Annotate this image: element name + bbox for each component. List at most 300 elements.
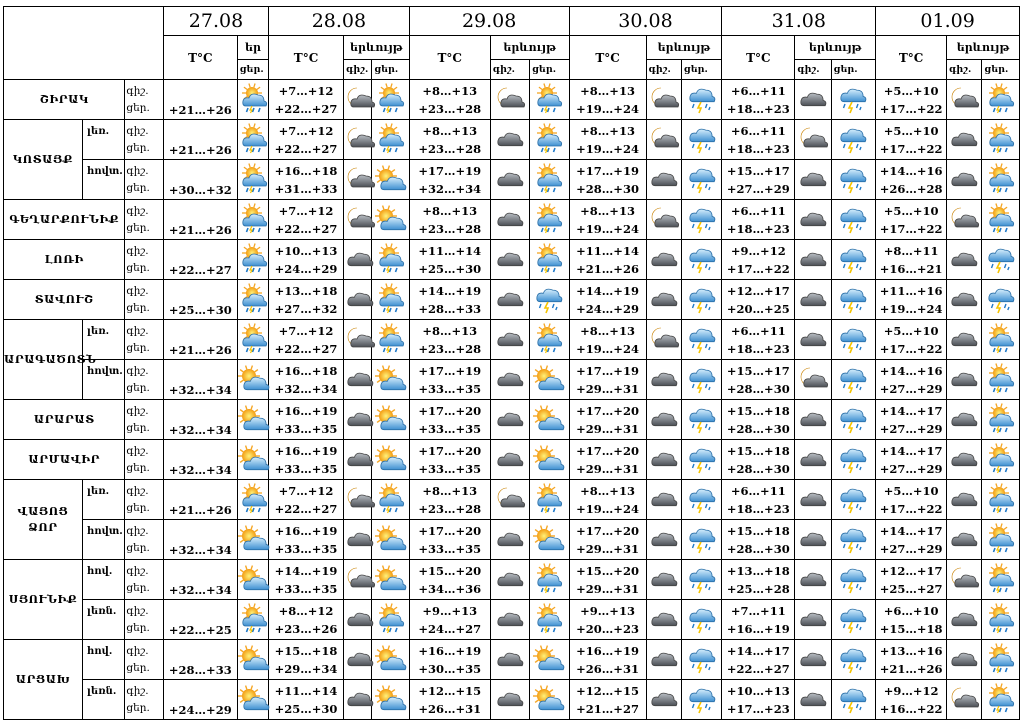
temperature-cell (409, 360, 490, 400)
sun-cloud-icon (372, 400, 409, 440)
day-temperature: +18…+23 (726, 501, 790, 516)
cloud-storm-icon (681, 400, 721, 440)
night-temperature: +14…+17 (879, 523, 943, 538)
night-temperature: +8…+13 (580, 203, 635, 218)
day-temperature: +21…+26 (879, 661, 943, 676)
day-temperature: +32…+34 (274, 381, 338, 396)
region-row (4, 640, 1020, 680)
night-temperature: +15…+20 (576, 563, 639, 578)
day-label: ցեր. (126, 621, 150, 634)
period-cell (125, 560, 163, 600)
temperature-cell (409, 560, 490, 600)
sun-cloud-icon (530, 640, 569, 680)
sun-cloud-rain-icon (982, 320, 1020, 360)
sun-cloud-rain-icon (237, 120, 268, 160)
sun-cloud-rain-icon (530, 560, 569, 600)
period-cell (125, 80, 163, 120)
night-temperature: +8…+13 (422, 83, 478, 98)
day-temperature: +33…+35 (274, 461, 338, 476)
region-row (4, 400, 1020, 440)
night-temperature: +8…+12 (278, 603, 334, 618)
temperature-cell (409, 320, 490, 360)
temperature-cell (269, 520, 344, 560)
night-temperature: +17…+20 (576, 443, 639, 458)
night-temperature: +14…+17 (879, 443, 943, 458)
cloud-icon (490, 120, 529, 160)
night-temperature: +11…+14 (274, 683, 338, 698)
night-temperature: +7…+12 (278, 203, 334, 218)
sun-cloud-icon (372, 680, 409, 720)
cloud-icon (947, 480, 982, 520)
day-temperature: +25…+30 (418, 261, 482, 276)
cloud-icon (343, 680, 371, 720)
temperature-day1: +21…+26 (163, 320, 237, 360)
night-temperature: +13…+18 (726, 563, 790, 578)
day-label: ցեր. (126, 461, 150, 474)
day-temperature: +22…+27 (274, 101, 338, 116)
cloud-storm-icon (831, 160, 876, 200)
temperature-cell (876, 240, 947, 280)
cloud-icon (646, 680, 681, 720)
night-label: գիշ. (126, 684, 149, 697)
night-temperature: +10…+13 (726, 683, 790, 698)
night-temperature: +9…+12 (883, 683, 939, 698)
cloud-icon (343, 400, 371, 440)
day-label: ցեր. (126, 581, 150, 594)
sun-cloud-icon (237, 560, 268, 600)
date-header: 29.08 (409, 7, 569, 36)
cloud-storm-icon (681, 240, 721, 280)
period-cell (125, 400, 163, 440)
night-label: գիշ. (126, 404, 149, 417)
day-label: ցեր. (126, 301, 150, 314)
night-temperature: +8…+13 (580, 483, 635, 498)
cloud-icon (947, 280, 982, 320)
cloud-icon (795, 80, 831, 120)
subregion-name: լեռն. (82, 600, 125, 640)
day-temperature: +22…+27 (274, 221, 338, 236)
temperature-cell (269, 600, 344, 640)
cloud-icon (490, 440, 529, 480)
day-temperature: +23…+28 (418, 341, 482, 356)
subregion-name: լեռ. (82, 120, 125, 160)
day-temperature: +28…+30 (726, 421, 790, 436)
cloud-icon (795, 680, 831, 720)
period-cell (125, 480, 163, 520)
cloud-storm-icon (681, 200, 721, 240)
sun-cloud-rain-icon (372, 240, 409, 280)
night-temperature: +8…+13 (580, 323, 635, 338)
night-temperature: +6…+10 (883, 603, 939, 618)
night-temperature: +17…+20 (418, 443, 482, 458)
day-temperature: +29…+31 (576, 461, 639, 476)
night-temperature: +13…+16 (879, 643, 943, 658)
sun-cloud-rain-icon (237, 320, 268, 360)
cloud-icon (947, 160, 982, 200)
day-temperature: +21…+27 (576, 701, 639, 716)
sun-cloud-rain-icon (372, 80, 409, 120)
cloud-icon (490, 520, 529, 560)
sun-cloud-icon (237, 520, 268, 560)
cloud-icon (795, 280, 831, 320)
temperature-day1: +30…+32 (163, 160, 237, 200)
cloud-storm-icon (831, 80, 876, 120)
sun-cloud-rain-icon (237, 160, 268, 200)
temperature-cell (569, 440, 646, 480)
moon-cloud-icon (343, 160, 371, 200)
night-temperature: +9…+13 (422, 603, 478, 618)
day-temperature: +20…+25 (726, 301, 790, 316)
region-row (4, 360, 1020, 400)
night-label: գիշ. (126, 204, 149, 217)
night-temperature: +17…+20 (576, 523, 639, 538)
moon-cloud-icon (947, 80, 982, 120)
sun-cloud-rain-icon (982, 640, 1020, 680)
night-temperature: +7…+12 (278, 323, 334, 338)
phenomenon-header: երևույթ (490, 36, 569, 60)
night-temperature: +15…+17 (726, 363, 790, 378)
night-temperature: +17…+20 (576, 403, 639, 418)
night-temperature: +14…+17 (879, 403, 943, 418)
temp-header: T°C (409, 36, 490, 80)
cloud-icon (795, 240, 831, 280)
night-temperature: +17…+19 (576, 363, 639, 378)
day-temperature: +25…+28 (726, 581, 790, 596)
sun-cloud-rain-icon (237, 480, 268, 520)
temperature-cell (722, 80, 795, 120)
temperature-cell (409, 400, 490, 440)
sun-cloud-rain-icon (982, 360, 1020, 400)
cloud-icon (646, 240, 681, 280)
subregion-name: լեռ. (82, 480, 125, 520)
moon-cloud-icon (343, 120, 371, 160)
sun-cloud-rain-icon (530, 240, 569, 280)
day-temperature: +19…+24 (576, 221, 639, 236)
period-cell (125, 160, 163, 200)
cloud-icon (490, 640, 529, 680)
night-temperature: +12…+15 (418, 683, 482, 698)
cloud-icon (646, 560, 681, 600)
day-label: ցեր. (126, 501, 150, 514)
night-temperature: +7…+11 (730, 603, 786, 618)
temperature-cell (269, 400, 344, 440)
sun-cloud-icon (237, 440, 268, 480)
temperature-cell (569, 80, 646, 120)
night-temperature: +15…+18 (274, 643, 338, 658)
temperature-cell (722, 480, 795, 520)
cloud-icon (343, 440, 371, 480)
sun-cloud-rain-icon (372, 320, 409, 360)
sun-cloud-rain-icon (982, 400, 1020, 440)
temperature-cell (722, 280, 795, 320)
cloud-icon (343, 280, 371, 320)
sun-cloud-icon (372, 160, 409, 200)
date-header: 27.08 (163, 7, 268, 36)
night-label: գիշ. (126, 124, 149, 137)
day-temperature: +27…+29 (879, 541, 943, 556)
region-row (4, 680, 1020, 720)
sun-cloud-icon (372, 640, 409, 680)
temperature-cell (569, 600, 646, 640)
night-label: գիշ. (126, 324, 149, 337)
temperature-cell (876, 520, 947, 560)
cloud-icon (343, 240, 371, 280)
temperature-cell (569, 480, 646, 520)
cloud-storm-icon (831, 680, 876, 720)
cloud-icon (795, 200, 831, 240)
sun-cloud-rain-icon (372, 120, 409, 160)
sun-cloud-rain-icon (530, 480, 569, 520)
temperature-cell (569, 320, 646, 360)
cloud-icon (646, 640, 681, 680)
night-temperature: +17…+20 (418, 523, 482, 538)
night-temperature: +16…+19 (274, 403, 338, 418)
moon-cloud-icon (947, 200, 982, 240)
temperature-day1: +21…+26 (163, 480, 237, 520)
temperature-day1: +22…+25 (163, 600, 237, 640)
day-label: ցեր. (126, 221, 150, 234)
day-temperature: +19…+24 (576, 501, 639, 516)
cloud-storm-icon (982, 280, 1020, 320)
temperature-cell (722, 440, 795, 480)
subregion-name: հովտ. (82, 360, 125, 400)
day-temperature: +32…+34 (418, 181, 482, 196)
night-temperature: +15…+17 (726, 163, 790, 178)
day-temperature: +27…+29 (726, 181, 790, 196)
day-temperature: +30…+35 (418, 661, 482, 676)
temperature-cell (409, 680, 490, 720)
region-name: ՇԻՐԱԿ (4, 80, 125, 120)
day-temperature: +23…+28 (418, 101, 482, 116)
temperature-cell (876, 280, 947, 320)
sun-cloud-rain-icon (237, 240, 268, 280)
moon-cloud-icon (343, 80, 371, 120)
cloud-icon (646, 160, 681, 200)
day-label: ցեր. (126, 421, 150, 434)
night-temperature: +7…+12 (278, 123, 334, 138)
day-temperature: +17…+22 (879, 141, 943, 156)
cloud-icon (490, 320, 529, 360)
day-temperature: +16…+19 (726, 621, 790, 636)
temperature-day1: +32…+34 (163, 520, 237, 560)
region-row (4, 320, 1020, 360)
temperature-cell (409, 600, 490, 640)
day-temperature: +29…+31 (576, 381, 639, 396)
day-temperature: +33…+35 (418, 541, 482, 556)
region-row (4, 440, 1020, 480)
day-temperature: +24…+27 (418, 621, 482, 636)
night-label: գիշ. (126, 484, 149, 497)
cloud-icon (795, 520, 831, 560)
day-temperature: +18…+23 (726, 101, 790, 116)
day-temperature: +19…+24 (879, 301, 943, 316)
day-temperature: +29…+31 (576, 421, 639, 436)
temperature-cell (722, 200, 795, 240)
sun-cloud-icon (372, 560, 409, 600)
cloud-storm-icon (831, 520, 876, 560)
night-temperature: +5…+10 (883, 483, 939, 498)
phenomenon-header: երևույթ (343, 36, 409, 60)
day-temperature: +16…+21 (879, 261, 943, 276)
temperature-cell (409, 120, 490, 160)
night-temperature: +16…+18 (274, 363, 338, 378)
night-label: գիշ. (126, 244, 149, 257)
temperature-cell (409, 80, 490, 120)
day-temperature: +17…+22 (879, 501, 943, 516)
day-temperature: +29…+34 (274, 661, 338, 676)
forecast-table (3, 6, 1020, 720)
night-subheader: գիշ. (795, 60, 831, 80)
period-cell (125, 360, 163, 400)
temperature-cell (876, 360, 947, 400)
temperature-day1: +25…+30 (163, 280, 237, 320)
temperature-cell (876, 320, 947, 360)
day-temperature: +27…+29 (879, 381, 943, 396)
sun-cloud-icon (372, 360, 409, 400)
day-temperature: +22…+27 (274, 141, 338, 156)
day-temperature: +22…+27 (726, 661, 790, 676)
temperature-cell (269, 120, 344, 160)
temperature-cell (569, 400, 646, 440)
sun-cloud-rain-icon (982, 160, 1020, 200)
temperature-day1: +28…+33 (163, 640, 237, 680)
period-cell (125, 280, 163, 320)
cloud-icon (947, 640, 982, 680)
cloud-icon (947, 400, 982, 440)
sun-cloud-icon (372, 440, 409, 480)
night-temperature: +15…+18 (726, 523, 790, 538)
date-header: 01.09 (876, 7, 1020, 36)
temperature-cell (876, 80, 947, 120)
temperature-cell (569, 520, 646, 560)
night-temperature: +8…+13 (580, 83, 635, 98)
period-cell (125, 440, 163, 480)
day-temperature: +33…+35 (274, 421, 338, 436)
night-temperature: +15…+20 (418, 563, 482, 578)
day-temperature: +19…+24 (576, 101, 639, 116)
cloud-icon (947, 600, 982, 640)
day-label: ցեր. (126, 661, 150, 674)
temperature-cell (269, 440, 344, 480)
temperature-day1: +21…+26 (163, 200, 237, 240)
night-temperature: +8…+13 (422, 323, 478, 338)
day-subheader: ցեր. (530, 60, 569, 80)
moon-cloud-icon (947, 680, 982, 720)
cloud-icon (795, 160, 831, 200)
night-temperature: +9…+13 (580, 603, 635, 618)
temperature-cell (722, 640, 795, 680)
subregion-name: հովտ. (82, 520, 125, 560)
day-temperature: +29…+31 (576, 541, 639, 556)
temperature-cell (876, 600, 947, 640)
day-temperature: +27…+29 (879, 461, 943, 476)
region-name: ԼՈՌԻ (4, 240, 125, 280)
day-label: ցեր. (126, 181, 150, 194)
moon-cloud-icon (646, 200, 681, 240)
phenomenon-header: երևույթ (646, 36, 722, 60)
cloud-icon (646, 400, 681, 440)
day-subheader: ցեր. (372, 60, 409, 80)
day-temperature: +18…+23 (726, 141, 790, 156)
cloud-icon (343, 640, 371, 680)
day-temperature: +18…+23 (726, 341, 790, 356)
night-temperature: +17…+19 (576, 163, 639, 178)
moon-cloud-icon (490, 480, 529, 520)
night-temperature: +14…+16 (879, 163, 943, 178)
day-temperature: +29…+31 (576, 581, 639, 596)
moon-cloud-icon (646, 80, 681, 120)
moon-cloud-icon (343, 320, 371, 360)
subregion-name: հով. (82, 640, 125, 680)
cloud-icon (490, 400, 529, 440)
cloud-storm-icon (831, 360, 876, 400)
sun-cloud-rain-icon (530, 120, 569, 160)
night-temperature: +16…+18 (274, 163, 338, 178)
night-temperature: +16…+19 (418, 643, 482, 658)
cloud-storm-icon (831, 120, 876, 160)
cloud-icon (490, 360, 529, 400)
day-subheader: ցեր. (237, 60, 268, 80)
day-label: ցեր. (126, 341, 150, 354)
cloud-icon (947, 240, 982, 280)
day-label: ցեր. (126, 141, 150, 154)
cloud-icon (947, 440, 982, 480)
moon-cloud-icon (795, 360, 831, 400)
temperature-cell (876, 200, 947, 240)
cloud-icon (646, 280, 681, 320)
temperature-cell (269, 80, 344, 120)
temperature-cell (409, 480, 490, 520)
region-row (4, 200, 1020, 240)
region-row (4, 480, 1020, 520)
cloud-icon (490, 240, 529, 280)
cloud-icon (646, 480, 681, 520)
period-cell (125, 320, 163, 360)
cloud-storm-icon (831, 560, 876, 600)
night-temperature: +5…+10 (883, 123, 939, 138)
temperature-cell (409, 280, 490, 320)
region-name: ՍՅՈՒՆԻՔ (4, 560, 83, 640)
temperature-cell (409, 640, 490, 680)
temperature-cell (269, 560, 344, 600)
night-temperature: +14…+19 (576, 283, 639, 298)
day-label: ցեր. (126, 541, 150, 554)
temperature-cell (569, 200, 646, 240)
night-temperature: +16…+19 (274, 523, 338, 538)
night-temperature: +15…+18 (726, 443, 790, 458)
cloud-storm-icon (681, 360, 721, 400)
region-row (4, 520, 1020, 560)
night-temperature: +15…+18 (726, 403, 790, 418)
temperature-day1: +32…+34 (163, 560, 237, 600)
day-temperature: +23…+28 (418, 501, 482, 516)
temperature-cell (876, 560, 947, 600)
cloud-icon (795, 560, 831, 600)
temperature-cell (269, 680, 344, 720)
cloud-storm-icon (681, 640, 721, 680)
sun-cloud-rain-icon (982, 200, 1020, 240)
sun-cloud-icon (530, 400, 569, 440)
night-temperature: +9…+12 (730, 243, 786, 258)
sun-cloud-rain-icon (982, 520, 1020, 560)
sun-cloud-rain-icon (530, 600, 569, 640)
temperature-cell (722, 120, 795, 160)
day-temperature: +17…+22 (879, 221, 943, 236)
temperature-cell (269, 640, 344, 680)
subregion-name: հով. (82, 560, 125, 600)
temp-header: T°C (163, 36, 237, 80)
period-cell (125, 240, 163, 280)
